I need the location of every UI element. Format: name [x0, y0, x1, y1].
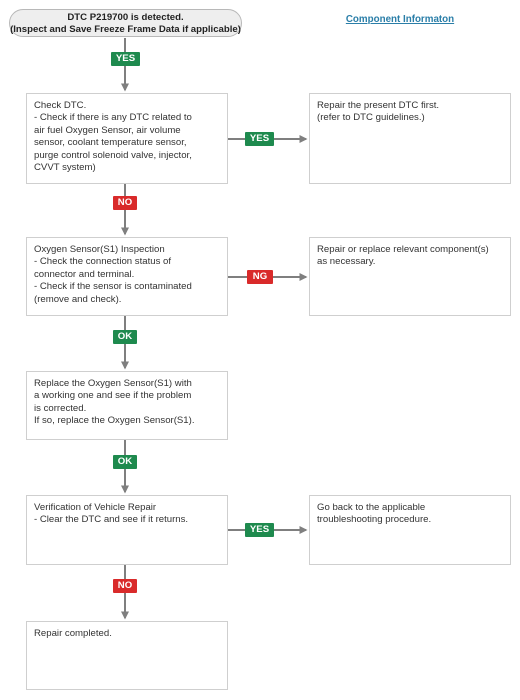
step-line: Verification of Vehicle Repair — [34, 502, 157, 513]
start-dtc-detected — [9, 9, 242, 37]
start-line: (Inspect and Save Freeze Frame Data if applicable) — [10, 24, 241, 35]
step-line: CVVT system) — [34, 162, 96, 174]
step-check-dtc — [26, 93, 228, 184]
step-line: air fuel Oxygen Sensor, air volume — [34, 124, 181, 136]
badge-ok: OK — [113, 455, 137, 469]
step-line: - Check if the sensor is contaminated — [34, 281, 192, 293]
badge-yes: YES — [245, 523, 274, 537]
step-line: (remove and check). — [34, 293, 122, 305]
badge-ok: OK — [113, 330, 137, 344]
step-line: Replace the Oxygen Sensor(S1) with — [34, 378, 192, 389]
step-line: Check DTC. — [34, 100, 87, 111]
step-oxygen-sensor-inspection — [26, 237, 228, 316]
step-line: - Check the connection status of — [34, 256, 172, 268]
badge-yes: YES — [245, 132, 274, 146]
step-repair-present-dtc — [309, 93, 511, 184]
badge-no: NO — [113, 196, 137, 210]
step-line: Oxygen Sensor(S1) Inspection — [34, 244, 165, 255]
step-repair-completed — [26, 621, 228, 690]
step-line: Go back to the applicable — [317, 502, 426, 513]
step-line: If so, replace the Oxygen Sensor(S1). — [34, 415, 195, 427]
step-line: Repair completed. — [34, 628, 112, 639]
badge-no: NO — [113, 579, 137, 593]
step-line: is corrected. — [34, 402, 87, 414]
step-repair-component — [309, 237, 511, 316]
start-line: DTC P219700 is detected. — [67, 12, 184, 23]
component-information-link[interactable]: Component Informaton — [345, 14, 455, 25]
step-line: sensor, coolant temperature sensor, — [34, 137, 187, 149]
step-verification — [26, 495, 228, 565]
step-go-back — [309, 495, 511, 565]
badge-ng: NG — [247, 270, 273, 284]
step-line: Repair or replace relevant component(s) — [317, 244, 489, 255]
step-line: as necessary. — [317, 256, 376, 268]
step-line: (refer to DTC guidelines.) — [317, 112, 425, 124]
step-line: - Clear the DTC and see if it returns. — [34, 514, 189, 526]
step-line: a working one and see if the problem — [34, 390, 192, 402]
badge-yes: YES — [111, 52, 140, 66]
step-line: - Check if there is any DTC related to — [34, 112, 192, 124]
step-line: connector and terminal. — [34, 268, 135, 280]
step-replace-oxygen-sensor — [26, 371, 228, 440]
step-line: troubleshooting procedure. — [317, 514, 432, 526]
step-line: Repair the present DTC first. — [317, 100, 440, 111]
step-line: purge control solenoid valve, injector, — [34, 149, 192, 161]
